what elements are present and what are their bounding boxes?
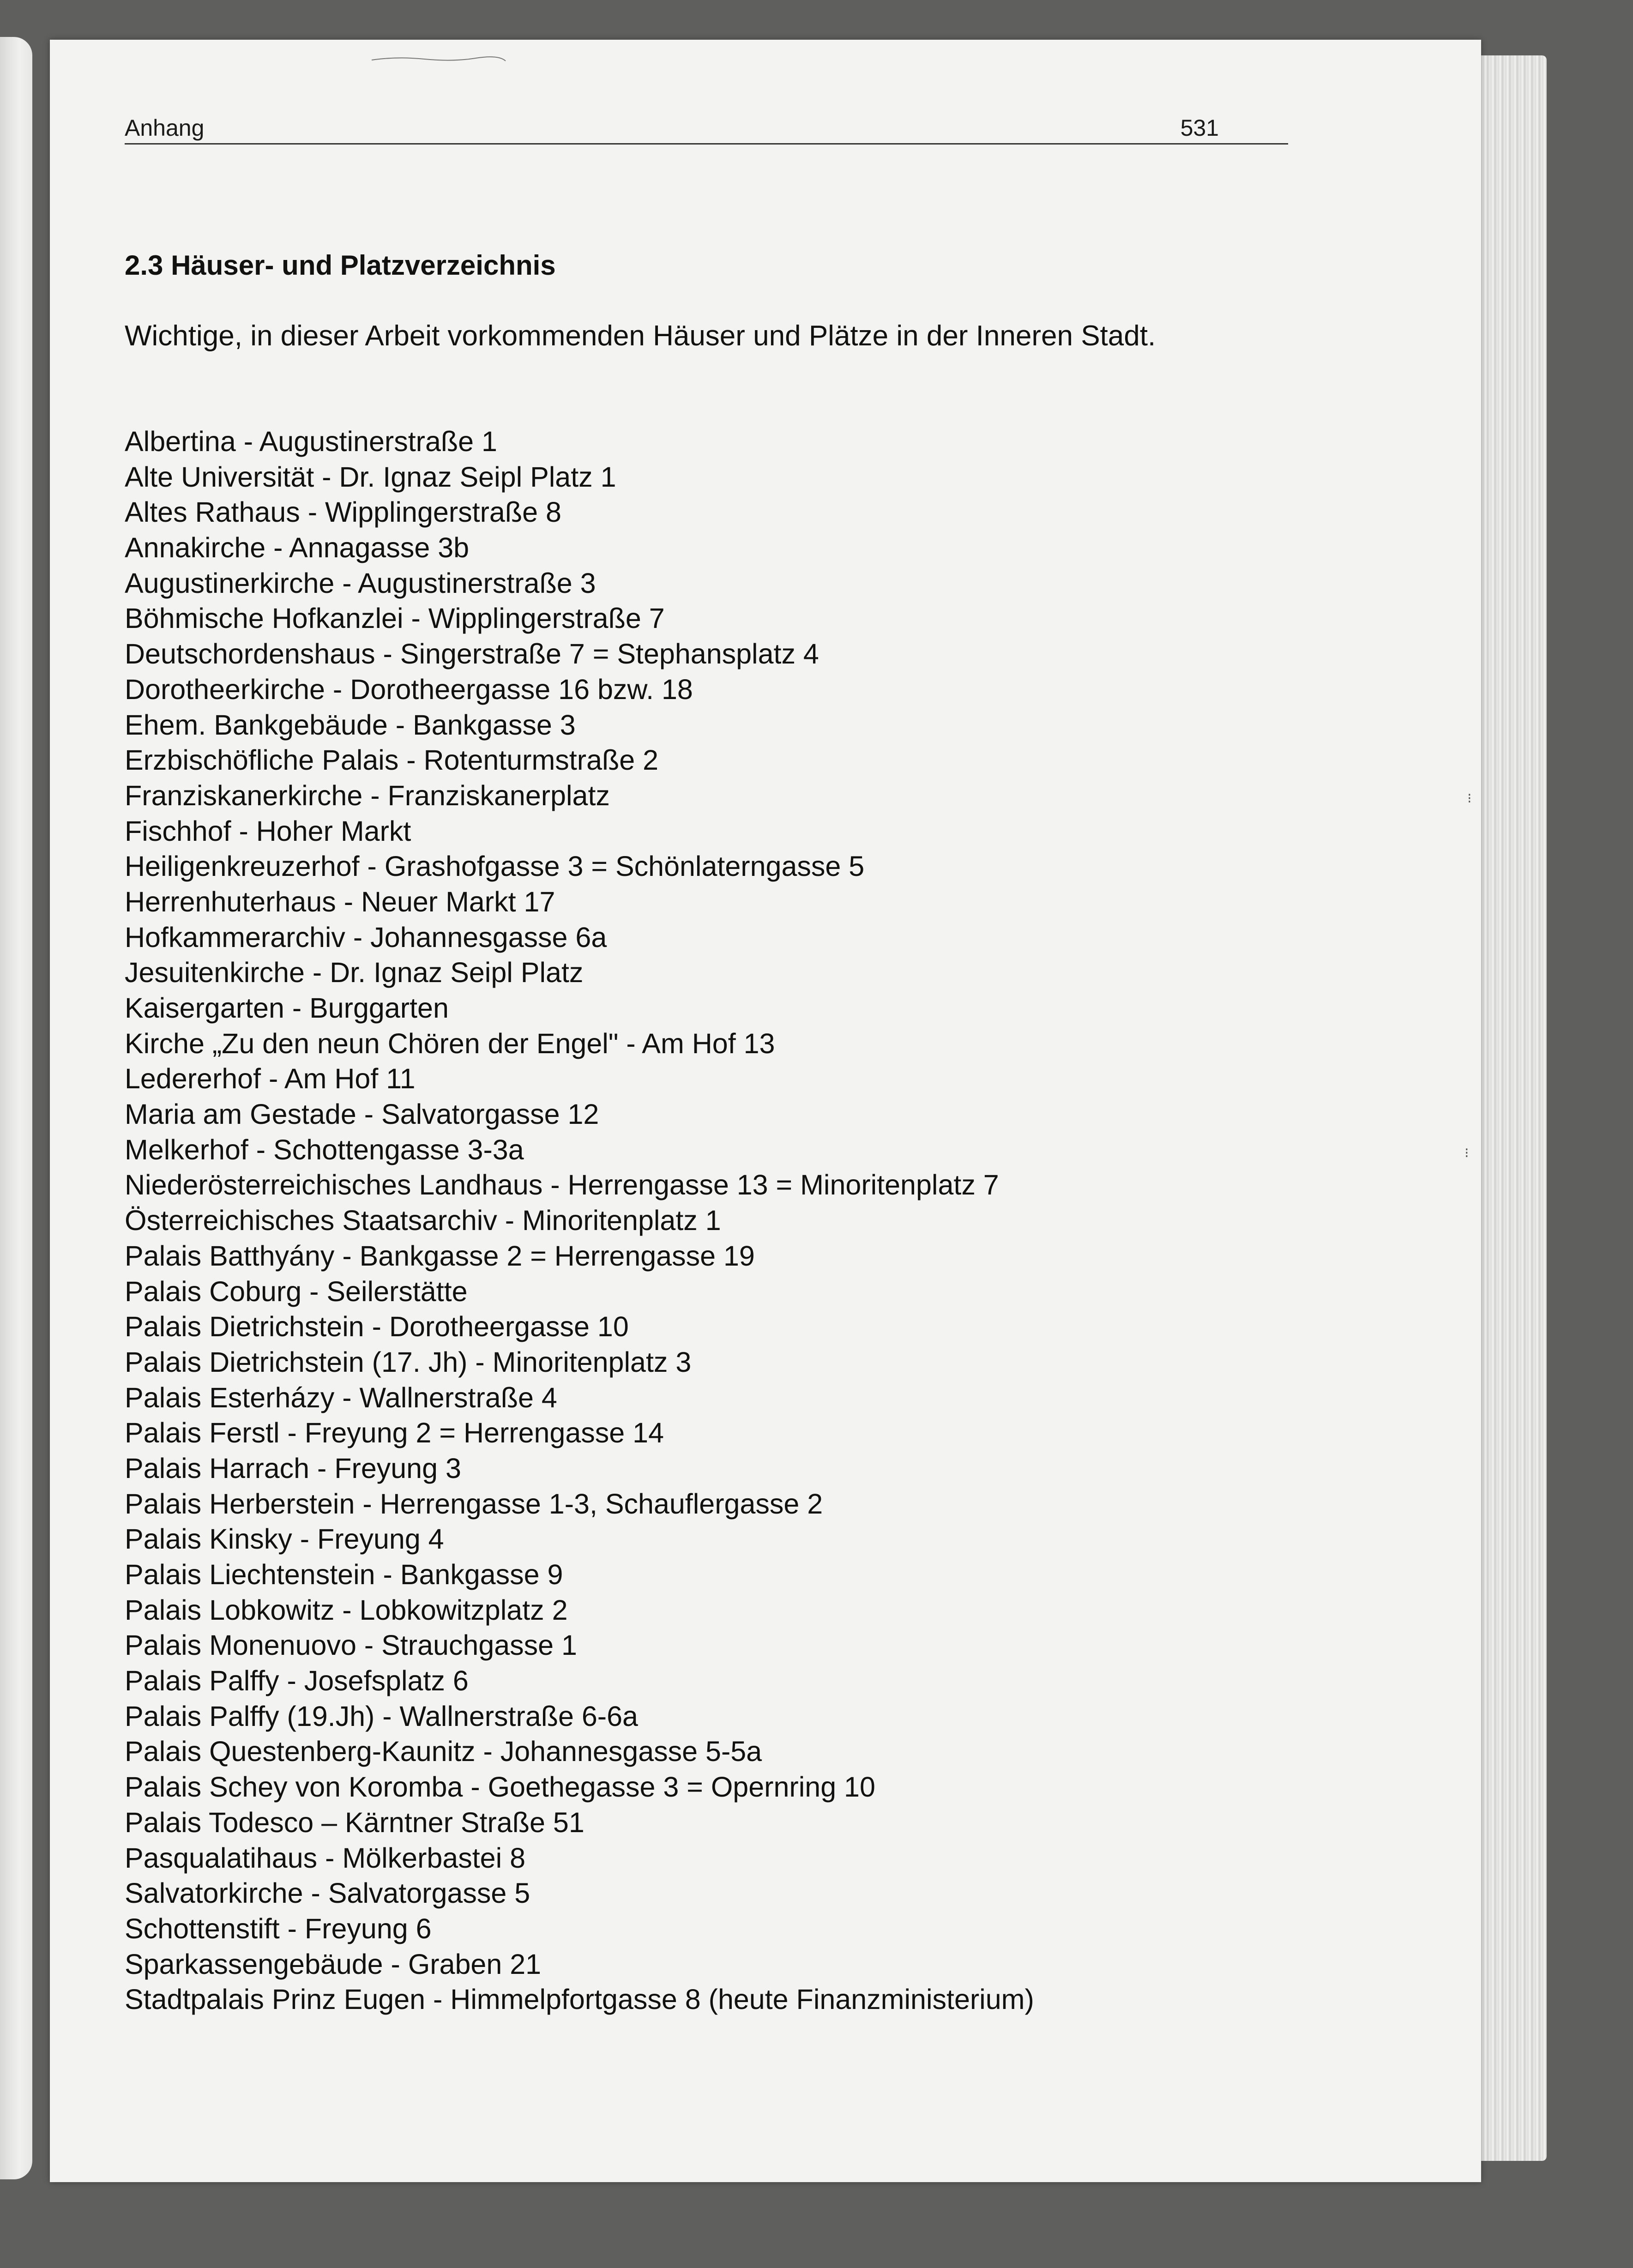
list-item: Deutschordenshaus - Singerstraße 7 = Stephansplatz 4 xyxy=(125,638,819,670)
list-item: Palais Lobkowitz - Lobkowitzplatz 2 xyxy=(125,1594,568,1626)
list-item: Palais Palffy - Josefsplatz 6 xyxy=(125,1665,469,1697)
list-item: Palais Todesco – Kärntner Straße 51 xyxy=(125,1806,585,1838)
margin-mark: ⁝ xyxy=(1464,1146,1469,1161)
list-item: Ledererhof - Am Hof 11 xyxy=(125,1063,416,1095)
list-item: Palais Herberstein - Herrengasse 1-3, Schauflergasse 2 xyxy=(125,1488,823,1520)
list-item: Palais Liechtenstein - Bankgasse 9 xyxy=(125,1559,563,1590)
list-item: Pasqualatihaus - Mölkerbastei 8 xyxy=(125,1842,526,1874)
list-item: Palais Schey von Koromba - Goethegasse 3 = Opernring 10 xyxy=(125,1771,875,1803)
list-item: Herrenhuterhaus - Neuer Markt 17 xyxy=(125,886,555,917)
list-item: Palais Ferstl - Freyung 2 = Herrengasse 14 xyxy=(125,1417,664,1449)
building-list xyxy=(125,424,1034,2017)
section-title: 2.3 Häuser- und Platzverzeichnis xyxy=(125,250,556,281)
list-item: Melkerhof - Schottengasse 3-3a xyxy=(125,1134,524,1165)
list-item: Palais Harrach - Freyung 3 xyxy=(125,1452,461,1484)
list-item: Dorotheerkirche - Dorotheergasse 16 bzw. 18 xyxy=(125,673,693,705)
list-item: Alte Universität - Dr. Ignaz Seipl Platz 1 xyxy=(125,461,616,493)
list-item: Heiligenkreuzerhof - Grashofgasse 3 = Schönlaterngasse 5 xyxy=(125,850,865,882)
running-head xyxy=(125,115,1288,145)
list-item: Palais Dietrichstein (17. Jh) - Minoritenplatz 3 xyxy=(125,1346,692,1378)
list-item: Jesuitenkirche - Dr. Ignaz Seipl Platz xyxy=(125,957,584,989)
margin-mark: ⁝ xyxy=(1467,791,1472,806)
list-item: Palais Monenuovo - Strauchgasse 1 xyxy=(125,1629,577,1661)
list-item: Palais Batthyány - Bankgasse 2 = Herrengasse 19 xyxy=(125,1240,755,1272)
list-item: Franziskanerkirche - Franziskanerplatz xyxy=(125,779,610,811)
list-item: Böhmische Hofkanzlei - Wipplingerstraße 7 xyxy=(125,603,665,634)
list-item: Palais Palffy (19.Jh) - Wallnerstraße 6-6a xyxy=(125,1700,638,1732)
list-item: Schottenstift - Freyung 6 xyxy=(125,1912,432,1944)
list-item: Ehem. Bankgebäude - Bankgasse 3 xyxy=(125,709,576,741)
list-item: Sparkassengebäude - Graben 21 xyxy=(125,1948,542,1980)
list-item: Palais Dietrichstein - Dorotheergasse 10 xyxy=(125,1311,629,1343)
list-item: Kaisergarten - Burggarten xyxy=(125,992,449,1024)
list-item: Palais Kinsky - Freyung 4 xyxy=(125,1523,444,1555)
list-item: Hofkammerarchiv - Johannesgasse 6a xyxy=(125,921,607,953)
page-number: 531 xyxy=(1180,115,1219,141)
list-item: Palais Questenberg-Kaunitz - Johannesgasse 5-5a xyxy=(125,1736,762,1767)
list-item: Salvatorkirche - Salvatorgasse 5 xyxy=(125,1877,530,1909)
list-item: Erzbischöfliche Palais - Rotenturmstraße 2 xyxy=(125,744,659,776)
list-item: Palais Coburg - Seilerstätte xyxy=(125,1275,468,1307)
list-item: Augustinerkirche - Augustinerstraße 3 xyxy=(125,567,596,599)
running-head-title: Anhang xyxy=(125,115,205,141)
list-item: Palais Esterházy - Wallnerstraße 4 xyxy=(125,1381,557,1413)
list-item: Fischhof - Hoher Markt xyxy=(125,815,411,847)
facing-page-edge xyxy=(0,37,32,2179)
pencil-scribble xyxy=(369,54,508,64)
list-item: Albertina - Augustinerstraße 1 xyxy=(125,426,497,457)
list-item: Kirche „Zu den neun Chören der Engel" - Am Hof 13 xyxy=(125,1027,775,1059)
intro-paragraph: Wichtige, in dieser Arbeit vorkommenden Häuser und Plätze in der Inneren Stadt. xyxy=(125,320,1156,352)
list-item: Annakirche - Annagasse 3b xyxy=(125,532,470,564)
list-item: Österreichisches Staatsarchiv - Minoritenplatz 1 xyxy=(125,1205,721,1237)
list-item: Stadtpalais Prinz Eugen - Himmelpfortgasse 8 (heute Finanzministerium) xyxy=(125,1984,1034,2015)
list-item: Maria am Gestade - Salvatorgasse 12 xyxy=(125,1098,599,1130)
list-item: Altes Rathaus - Wipplingerstraße 8 xyxy=(125,496,561,528)
list-item: Niederösterreichisches Landhaus - Herrengasse 13 = Minoritenplatz 7 xyxy=(125,1169,999,1201)
